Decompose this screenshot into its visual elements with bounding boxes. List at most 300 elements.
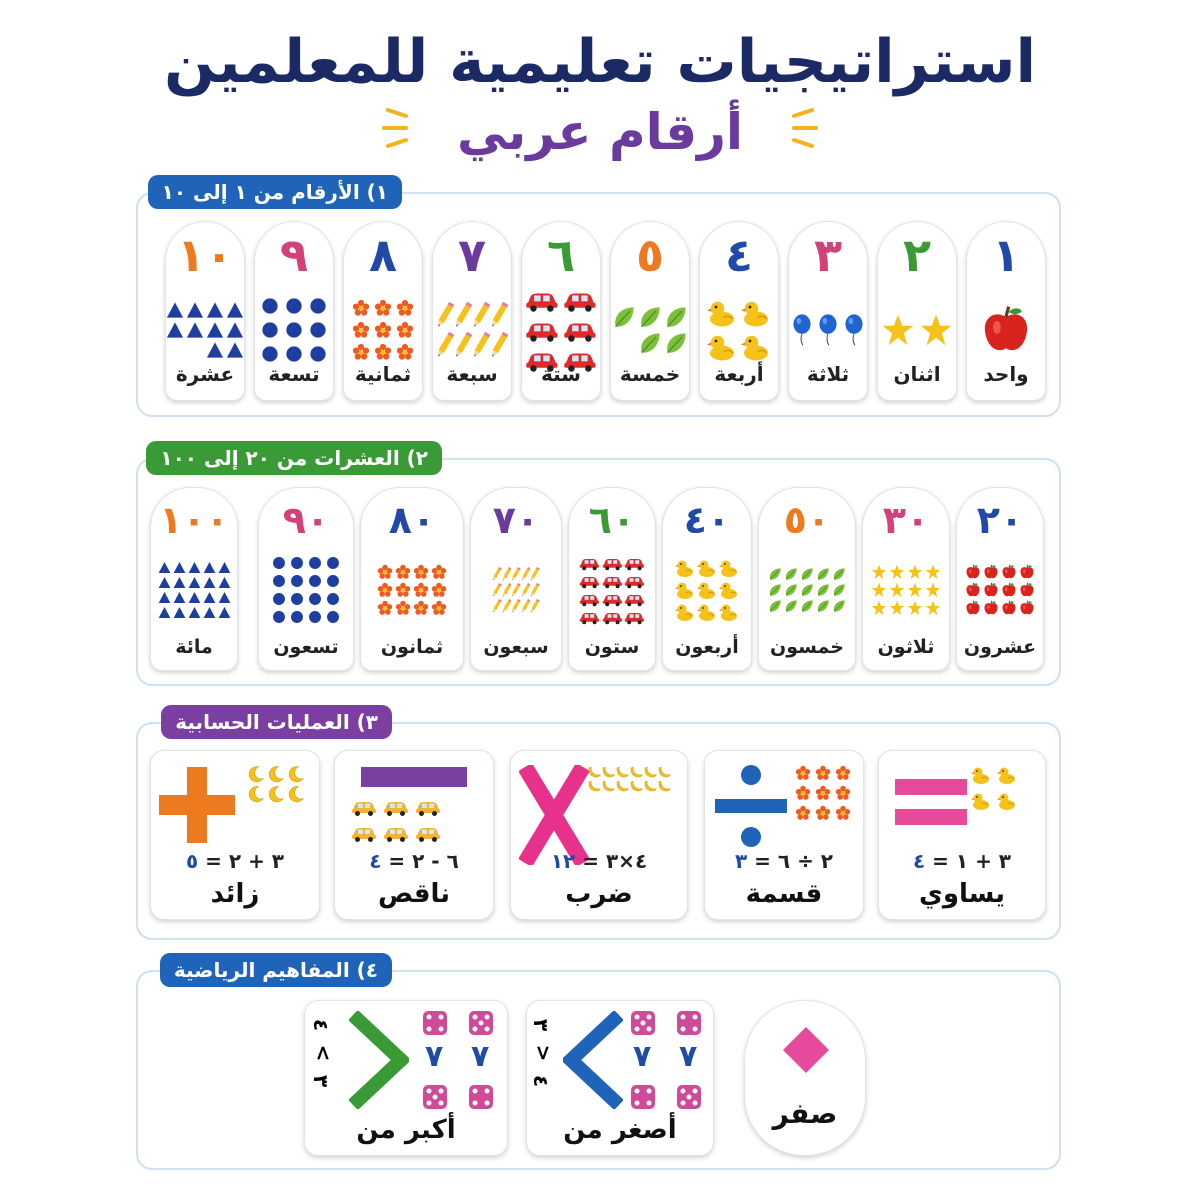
dot-icon xyxy=(290,610,304,624)
pencil-icon xyxy=(521,566,531,582)
apple-icon xyxy=(1001,582,1017,598)
tens-digit: ٧٠ xyxy=(492,498,540,542)
number-word: واحد xyxy=(983,362,1029,386)
dice-icon xyxy=(469,1011,493,1035)
apple-icon xyxy=(965,564,981,580)
number-card xyxy=(432,221,512,401)
banana-icon xyxy=(615,779,629,793)
tens-card xyxy=(862,487,950,671)
duck-icon xyxy=(707,298,737,328)
tens-card xyxy=(568,487,656,671)
number-card xyxy=(788,221,868,401)
tens-word: مائة xyxy=(175,636,213,658)
triangle-icon xyxy=(203,576,216,589)
triangle-icon xyxy=(203,606,216,619)
operation-items xyxy=(587,765,671,793)
flower-icon xyxy=(352,299,370,317)
less-than-label: أصغر من xyxy=(563,1115,677,1145)
triangle-icon xyxy=(203,561,216,574)
pencil-icon xyxy=(492,598,502,614)
tens-word: أربعون xyxy=(675,636,739,658)
flower-icon xyxy=(431,600,447,616)
flower-icon xyxy=(377,582,393,598)
car-icon xyxy=(624,591,645,607)
dot-icon xyxy=(308,610,322,624)
number-digit: ٣ xyxy=(813,228,843,282)
pencil-icon xyxy=(521,598,531,614)
car-icon xyxy=(624,573,645,589)
leaf-icon xyxy=(800,567,814,581)
moon-icon xyxy=(247,785,265,803)
tens-digit: ٩٠ xyxy=(282,498,330,542)
flower-icon xyxy=(395,582,411,598)
flower-icon xyxy=(413,564,429,580)
dot-icon xyxy=(308,592,322,606)
star-icon xyxy=(871,600,887,616)
number-card xyxy=(610,221,690,401)
taxi-icon xyxy=(351,823,377,843)
car-icon xyxy=(563,287,597,313)
leaf-icon xyxy=(768,567,782,581)
number-digit: ٩ xyxy=(279,228,309,282)
greater-digit-left: ٧ xyxy=(425,1039,444,1074)
number-digit: ٥ xyxy=(635,228,665,282)
banana-icon xyxy=(601,779,615,793)
greater-digit-right: ٧ xyxy=(471,1039,490,1074)
number-card xyxy=(343,221,423,401)
tens-digit: ٣٠ xyxy=(882,498,930,542)
operation-name: ضرب xyxy=(565,879,633,909)
greater-side-op: > xyxy=(311,1044,336,1062)
triangle-icon xyxy=(186,301,204,319)
duck-icon xyxy=(719,558,739,578)
star-icon xyxy=(881,313,915,347)
pencil-icon xyxy=(502,598,512,614)
flower-icon xyxy=(396,321,414,339)
car-icon xyxy=(624,555,645,571)
minus-icon xyxy=(361,763,467,797)
triangle-icon xyxy=(218,561,231,574)
dot-icon xyxy=(290,592,304,606)
dot-icon xyxy=(261,345,279,363)
flower-icon xyxy=(352,321,370,339)
pencil-icon xyxy=(511,582,521,598)
duck-icon xyxy=(719,602,739,622)
greater-dice xyxy=(423,1011,497,1111)
equation-result: ٣ xyxy=(734,849,748,873)
pencil-icon xyxy=(454,300,472,330)
pencil-icon xyxy=(530,582,540,598)
divide-icon xyxy=(711,761,791,855)
dot-icon xyxy=(272,556,286,570)
leaf-icon xyxy=(638,331,662,355)
less-digit-left: ٧ xyxy=(633,1039,652,1074)
triangle-icon xyxy=(206,341,224,359)
apple-icon xyxy=(1019,600,1035,616)
plus-icon xyxy=(159,765,235,849)
section3-tag: ٣) العمليات الحسابية xyxy=(161,705,392,739)
triangle-icon xyxy=(203,591,216,604)
flower-icon xyxy=(835,765,851,781)
tens-digit: ٢٠ xyxy=(976,498,1024,542)
count-illustration xyxy=(361,548,463,632)
equation-result: ٥ xyxy=(185,849,199,873)
flower-icon xyxy=(396,299,414,317)
count-illustration xyxy=(433,290,511,370)
dot-icon xyxy=(326,574,340,588)
triangle-icon xyxy=(226,301,244,319)
equation-left: ٢ ÷ ٦ = xyxy=(747,849,834,873)
apple-icon xyxy=(1019,564,1035,580)
less-dice xyxy=(631,1011,705,1111)
triangle-icon xyxy=(186,321,204,339)
leaf-icon xyxy=(784,583,798,597)
count-illustration xyxy=(259,548,353,632)
car-icon xyxy=(579,573,600,589)
count-illustration xyxy=(759,548,855,632)
flower-icon xyxy=(795,805,811,821)
triangle-icon xyxy=(166,321,184,339)
count-illustration xyxy=(611,290,689,370)
pencil-icon xyxy=(530,598,540,614)
pencil-icon xyxy=(472,300,490,330)
equation-left: ٦ - ٢ = xyxy=(381,849,459,873)
dice-icon xyxy=(631,1011,655,1035)
car-icon xyxy=(579,555,600,571)
dot-icon xyxy=(309,321,327,339)
pencil-icon xyxy=(511,566,521,582)
car-icon xyxy=(602,573,623,589)
page-subtitle: أرقام عربي xyxy=(456,103,744,161)
tens-card xyxy=(150,487,238,671)
apple-icon xyxy=(965,582,981,598)
count-illustration xyxy=(255,290,333,370)
dice-icon xyxy=(631,1085,655,1109)
star-icon xyxy=(889,582,905,598)
star-icon xyxy=(919,313,953,347)
flower-icon xyxy=(377,564,393,580)
triangle-icon xyxy=(218,606,231,619)
star-icon xyxy=(889,564,905,580)
count-illustration xyxy=(569,548,655,632)
triangle-icon xyxy=(206,321,224,339)
flower-icon xyxy=(795,785,811,801)
less-side-op: < xyxy=(531,1044,556,1062)
operation-card xyxy=(878,750,1046,920)
moon-icon xyxy=(287,765,305,783)
leaf-icon xyxy=(768,583,782,597)
leaf-icon xyxy=(768,599,782,613)
dot-icon xyxy=(290,574,304,588)
operation-name: يساوي xyxy=(919,879,1005,909)
number-word: ثلاثة xyxy=(806,362,850,386)
car-icon xyxy=(525,317,559,343)
dot-icon xyxy=(261,321,279,339)
star-icon xyxy=(925,600,941,616)
triangle-icon xyxy=(226,321,244,339)
leaf-icon xyxy=(664,305,688,329)
greater-than-label: أكبر من xyxy=(356,1115,456,1145)
dot-icon xyxy=(272,610,286,624)
less-digit-right: ٧ xyxy=(679,1039,698,1074)
operation-name: زائد xyxy=(210,879,260,909)
banana-icon xyxy=(629,779,643,793)
triangle-icon xyxy=(173,606,186,619)
section2-tag: ٢) العشرات من ٢٠ إلى ١٠٠ xyxy=(146,441,442,475)
leaf-icon xyxy=(800,599,814,613)
duck-icon xyxy=(707,332,737,362)
number-word: ستة xyxy=(541,362,581,386)
banana-icon xyxy=(643,779,657,793)
equation-left: ٣ + ١ = xyxy=(925,849,1012,873)
flower-icon xyxy=(835,805,851,821)
greater-than-icon xyxy=(349,1011,409,1109)
greater-than-card xyxy=(304,1000,508,1156)
section1-tag: ١) الأرقام من ١ إلى ١٠ xyxy=(148,175,402,209)
car-icon xyxy=(602,609,623,625)
triangle-icon xyxy=(188,561,201,574)
duck-icon xyxy=(741,332,771,362)
taxi-icon xyxy=(351,797,377,817)
duck-icon xyxy=(971,791,991,811)
operation-card xyxy=(510,750,688,920)
page-title: استراتيجيات تعليمية للمعلمين xyxy=(163,27,1037,97)
leaf-icon xyxy=(784,567,798,581)
zero-card xyxy=(744,1000,866,1156)
flower-icon xyxy=(815,765,831,781)
banana-icon xyxy=(657,765,671,779)
leaf-icon xyxy=(784,599,798,613)
dot-icon xyxy=(290,556,304,570)
star-icon xyxy=(925,564,941,580)
section4-tag: ٤) المفاهيم الرياضية xyxy=(160,953,392,987)
operation-card xyxy=(334,750,494,920)
triangle-icon xyxy=(188,576,201,589)
moon-icon xyxy=(247,765,265,783)
moon-icon xyxy=(287,785,305,803)
pencil-icon xyxy=(521,582,531,598)
dot-icon xyxy=(272,574,286,588)
tens-digit: ٤٠ xyxy=(683,498,731,542)
flower-icon xyxy=(396,343,414,361)
flower-icon xyxy=(395,600,411,616)
greater-side-bottom: ٣ xyxy=(309,1074,334,1088)
number-card xyxy=(165,221,245,401)
banana-icon xyxy=(601,765,615,779)
triangle-icon xyxy=(173,561,186,574)
operation-equation xyxy=(705,849,863,873)
triangle-icon xyxy=(218,591,231,604)
pencil-icon xyxy=(490,330,508,360)
flower-icon xyxy=(431,582,447,598)
leaf-icon xyxy=(816,599,830,613)
taxi-icon xyxy=(415,797,441,817)
count-illustration xyxy=(471,548,561,632)
triangle-icon xyxy=(173,576,186,589)
car-icon xyxy=(525,287,559,313)
car-icon xyxy=(602,555,623,571)
number-digit: ٢ xyxy=(902,228,932,282)
operation-equation xyxy=(151,849,319,873)
leaf-icon xyxy=(612,305,636,329)
duck-icon xyxy=(997,791,1017,811)
dice-icon xyxy=(423,1085,447,1109)
leaf-icon xyxy=(638,305,662,329)
number-word: اثنان xyxy=(893,362,941,386)
tens-word: ثمانون xyxy=(380,636,444,658)
tens-word: ثلاثون xyxy=(877,636,935,658)
count-illustration xyxy=(700,290,778,370)
dot-icon xyxy=(272,592,286,606)
pencil-icon xyxy=(511,598,521,614)
pencil-icon xyxy=(436,300,454,330)
count-illustration xyxy=(151,548,237,632)
leaf-icon xyxy=(816,567,830,581)
triangle-icon xyxy=(188,591,201,604)
tens-card xyxy=(758,487,856,671)
apple-icon xyxy=(1019,582,1035,598)
dot-icon xyxy=(285,321,303,339)
dice-icon xyxy=(423,1011,447,1035)
flower-icon xyxy=(835,785,851,801)
apple-icon xyxy=(1001,600,1017,616)
tens-card xyxy=(360,487,464,671)
pencil-icon xyxy=(502,582,512,598)
flower-icon xyxy=(352,343,370,361)
duck-icon xyxy=(675,580,695,600)
leaf-icon xyxy=(816,583,830,597)
duck-icon xyxy=(697,580,717,600)
star-icon xyxy=(907,600,923,616)
moon-icon xyxy=(267,785,285,803)
pencil-icon xyxy=(492,566,502,582)
triangle-icon xyxy=(166,301,184,319)
tens-word: عشرون xyxy=(963,636,1037,658)
less-side-bottom: ٤ xyxy=(529,1074,554,1088)
zero-label: صفر xyxy=(772,1097,838,1130)
duck-icon xyxy=(719,580,739,600)
operation-card xyxy=(704,750,864,920)
moon-icon xyxy=(267,765,285,783)
pencil-icon xyxy=(530,566,540,582)
greater-side-top: ٤ xyxy=(309,1018,334,1032)
duck-icon xyxy=(997,765,1017,785)
tens-card xyxy=(662,487,752,671)
duck-icon xyxy=(971,765,991,785)
tens-digit: ٥٠ xyxy=(783,498,831,542)
dot-icon xyxy=(308,556,322,570)
sparkle-left-icon xyxy=(370,108,410,148)
number-digit: ١ xyxy=(991,228,1021,282)
flower-icon xyxy=(815,785,831,801)
triangle-icon xyxy=(158,606,171,619)
operation-name: ناقص xyxy=(377,879,451,909)
number-word: عشرة xyxy=(175,362,235,386)
leaf-icon xyxy=(664,331,688,355)
number-digit: ٤ xyxy=(724,228,754,282)
less-than-icon xyxy=(563,1011,623,1109)
taxi-icon xyxy=(383,823,409,843)
dot-icon xyxy=(285,297,303,315)
duck-icon xyxy=(697,558,717,578)
tens-card xyxy=(470,487,562,671)
count-illustration xyxy=(344,290,422,370)
star-icon xyxy=(871,582,887,598)
pencil-icon xyxy=(502,566,512,582)
taxi-icon xyxy=(383,797,409,817)
triangle-icon xyxy=(173,591,186,604)
number-word: أربعة xyxy=(714,362,764,386)
triangle-icon xyxy=(158,576,171,589)
flower-icon xyxy=(431,564,447,580)
equation-left: ٤×٣ = xyxy=(575,849,648,873)
banana-icon xyxy=(629,765,643,779)
dot-icon xyxy=(326,556,340,570)
leaf-icon xyxy=(800,583,814,597)
number-card xyxy=(966,221,1046,401)
leaf-icon xyxy=(832,583,846,597)
count-illustration xyxy=(789,290,867,370)
apple-icon xyxy=(983,600,999,616)
equation-result: ٤ xyxy=(369,849,382,873)
apple-icon xyxy=(965,600,981,616)
dot-icon xyxy=(326,610,340,624)
operation-items xyxy=(247,765,305,803)
number-card xyxy=(699,221,779,401)
operation-equation xyxy=(511,849,687,873)
car-icon xyxy=(602,591,623,607)
dot-icon xyxy=(261,297,279,315)
flower-icon xyxy=(395,564,411,580)
flower-icon xyxy=(374,299,392,317)
operation-name: قسمة xyxy=(745,879,823,909)
triangle-icon xyxy=(158,591,171,604)
balloon-icon xyxy=(816,314,840,345)
car-icon xyxy=(624,609,645,625)
tens-word: خمسون xyxy=(770,636,844,658)
flower-icon xyxy=(413,600,429,616)
triangle-icon xyxy=(158,561,171,574)
number-digit: ٦ xyxy=(546,228,576,282)
operation-items xyxy=(351,797,441,843)
balloon-icon xyxy=(842,314,866,345)
number-digit: ١٠ xyxy=(176,228,234,282)
tens-digit: ٦٠ xyxy=(588,498,636,542)
number-word: ثمانية xyxy=(354,362,412,386)
number-card xyxy=(521,221,601,401)
flower-icon xyxy=(795,765,811,781)
star-icon xyxy=(907,564,923,580)
dice-icon xyxy=(469,1085,493,1109)
dot-icon xyxy=(309,345,327,363)
apple-icon xyxy=(980,304,1032,356)
number-word: خمسة xyxy=(619,362,681,386)
leaf-icon xyxy=(832,567,846,581)
car-icon xyxy=(579,609,600,625)
number-word: تسعة xyxy=(268,362,320,386)
banana-icon xyxy=(587,765,601,779)
flower-icon xyxy=(377,600,393,616)
count-illustration xyxy=(878,290,956,370)
operation-items xyxy=(971,765,1017,811)
star-icon xyxy=(925,582,941,598)
number-digit: ٨ xyxy=(368,228,398,282)
dot-icon xyxy=(309,297,327,315)
banana-icon xyxy=(643,765,657,779)
apple-icon xyxy=(983,582,999,598)
triangle-icon xyxy=(188,606,201,619)
dot-icon xyxy=(285,345,303,363)
